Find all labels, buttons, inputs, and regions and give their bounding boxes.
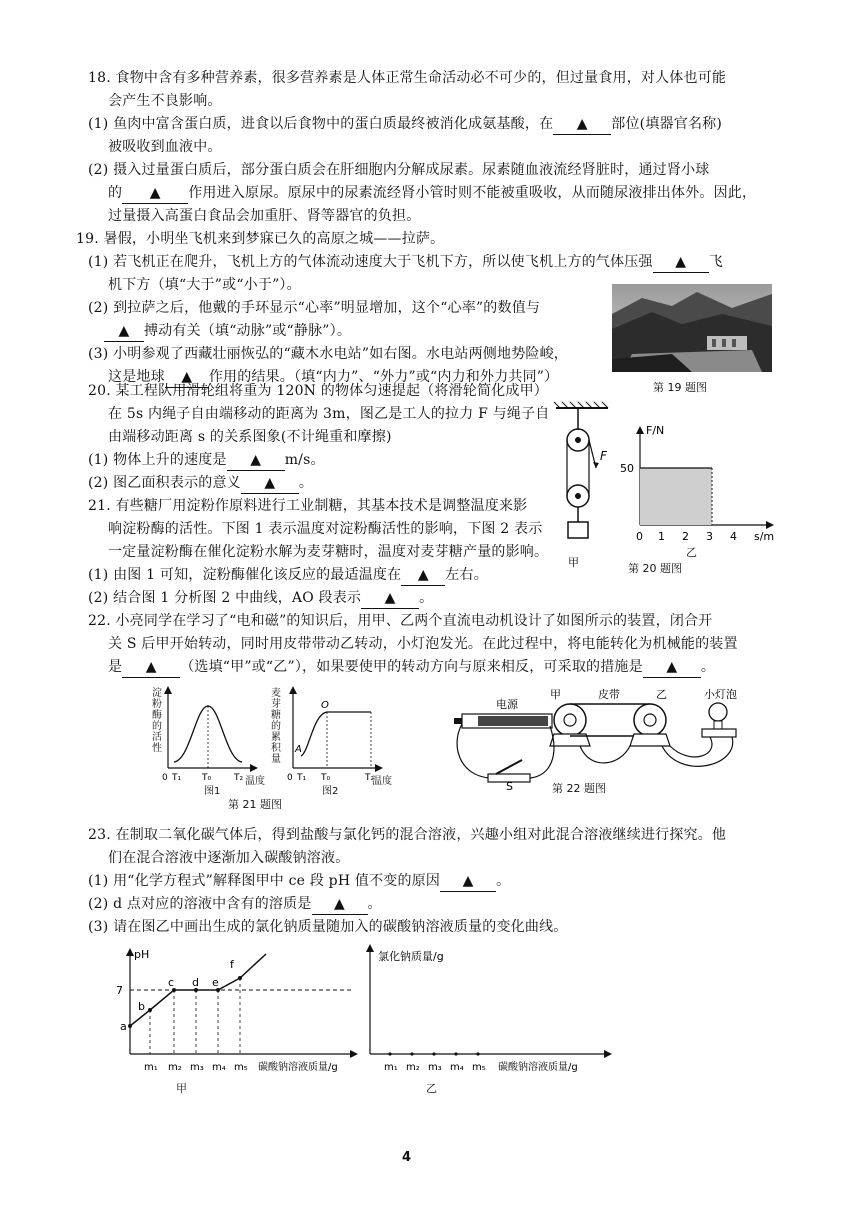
q21-line-5: (2) 结合图 1 分析图 2 中曲线，AO 段表示 ▲ 。 <box>88 588 433 609</box>
q21-line-1: 21. 有些糖厂用淀粉作原料进行工业制糖，其基本技术是调整温度来影 <box>88 498 528 514</box>
y-tick-50: 50 <box>620 462 634 475</box>
q21-line-3: 一定量淀粉酶在催化淀粉水解为麦芽糖时，温度对麦芽糖产量的影响。 <box>108 544 549 560</box>
point-o: O <box>321 700 329 711</box>
q19-line-5: ▲ 搏动有关（填“动脉”或“静脉”）。 <box>104 321 351 342</box>
q20-line-2: 在 5s 内绳子自由端移动的距离为 3m，图乙是工人的拉力 F 与绳子自 <box>108 406 550 422</box>
fig1-tick-0: 0 <box>162 773 168 783</box>
yi-x-label: 碳酸钠溶液质量/g <box>498 1062 578 1073</box>
nacl-chart[interactable] <box>356 944 616 1078</box>
fig1-tick-t2: T₂ <box>234 773 244 783</box>
label-jia: 甲 <box>550 688 561 701</box>
fig2-y-label: 麦芽糖的累积量 <box>271 688 281 765</box>
q23-line-1: 23. 在制取二氧化碳气体后，得到盐酸与氯化钙的混合溶液，兴趣小组对此混合溶液继续进行探究。他 <box>88 827 727 843</box>
page-number: 4 <box>402 1150 412 1165</box>
yi-fig-label: 乙 <box>426 1082 437 1095</box>
q22-line-3: 是 ▲ （选填“甲”或“乙”），如果要使甲的转动方向与原来相反，可采取的措施是 ▲ 。 <box>108 657 715 678</box>
ph-axis-label: pH <box>134 948 150 961</box>
answer-blank[interactable]: ▲ <box>241 473 299 494</box>
x-tick-0: 0 <box>636 530 643 543</box>
answer-blank[interactable]: ▲ <box>361 588 419 609</box>
nacl-axis-label: 氯化钠质量/g <box>378 950 444 963</box>
q23-line-5: (3) 请在图乙中画出生成的氯化钠质量随加入的碳酸钠溶液质量的变化曲线。 <box>88 919 568 935</box>
maltose-curve <box>301 712 371 756</box>
q19-line-1: 19. 暑假，小明坐飞机来到梦寐已久的高原之城——拉萨。 <box>76 231 445 247</box>
jia-fig-label: 甲 <box>176 1082 187 1095</box>
answer-blank[interactable]: ▲ <box>643 657 701 678</box>
q21-line-4: (1) 由图 1 可知，淀粉酶催化该反应的最适温度在 ▲ 左右。 <box>88 565 488 586</box>
point-b: b <box>138 1000 145 1013</box>
x-tick-4: 4 <box>730 530 737 543</box>
label-bulb: 小灯泡 <box>704 688 737 701</box>
answer-blank[interactable]: ▲ <box>122 183 188 204</box>
answer-blank[interactable]: ▲ <box>401 565 445 586</box>
q22-caption: 第 22 题图 <box>552 782 606 795</box>
fig2-name: 图2 <box>322 786 339 797</box>
label-s: S <box>506 780 513 791</box>
fig2-x-label: 温度 <box>372 776 392 787</box>
ph-seven: 7 <box>116 984 123 997</box>
q19-line-4: (2) 到拉萨之后，他戴的手环显示“心率”明显增加，这个“心率”的数值与 <box>88 300 541 316</box>
fig2-tick-t1: T₁ <box>297 773 307 783</box>
bulb <box>709 703 727 721</box>
force-label: F <box>600 449 607 463</box>
yi-tick-m3: m₃ <box>428 1062 442 1073</box>
y-axis-label: F/N <box>646 424 665 437</box>
point-c: c <box>168 976 175 989</box>
q18-line-1: 18. 食物中含有多种营养素，很多营养素是人体正常生命活动必不可少的，但过量食用，对人体也可能 <box>88 70 727 86</box>
answer-blank[interactable]: ▲ <box>227 450 285 471</box>
answer-blank[interactable]: ▲ <box>653 252 709 273</box>
q19-caption: 第 19 题图 <box>653 381 707 394</box>
ph-chart <box>112 948 362 1078</box>
answer-blank[interactable]: ▲ <box>553 114 611 135</box>
q18-line-7: 过量摄入高蛋白食品会加重肝、肾等器官的负担。 <box>108 208 421 224</box>
x-axis-label: s/m <box>754 530 775 543</box>
yi-tick-m4: m₄ <box>450 1062 464 1073</box>
q19-line-6: (3) 小明参观了西藏壮丽恢弘的“藏木水电站”如右图。水电站两侧地势险峻， <box>88 346 568 362</box>
q23-line-2: 们在混合溶液中逐渐加入碳酸钠溶液。 <box>108 850 350 866</box>
jia-x-label: 碳酸钠溶液质量/g <box>258 1062 338 1073</box>
q19-line-2: (1) 若飞机正在爬升，飞机上方的气体流动速度大于飞机下方，所以使飞机上方的气体压强 ▲ 飞 <box>88 252 723 273</box>
hydropower-station-photo <box>612 284 772 372</box>
fig2-tick-0: 0 <box>287 773 293 783</box>
yi-tick-m5: m₅ <box>472 1062 486 1073</box>
enzyme-activity-chart <box>150 686 260 786</box>
q22-line-1: 22. 小亮同学在学习了“电和磁”的知识后，用甲、乙两个直流电动机设计了如图所示的装置，闭合开 <box>88 613 713 629</box>
q18-line-2: 会产生不良影响。 <box>108 93 222 109</box>
q20-caption: 第 20 题图 <box>628 562 682 575</box>
q20-line-5: (2) 图乙面积表示的意义 ▲ 。 <box>88 473 313 494</box>
q18-line-4: 被吸收到血液中。 <box>108 139 222 155</box>
yi-tick-m1: m₁ <box>384 1062 398 1073</box>
work-area <box>640 468 712 525</box>
jia-tick-m3: m₃ <box>190 1062 204 1073</box>
q21-line-2: 响淀粉酶的活性。下图 1 表示温度对淀粉酶活性的影响，下图 2 表示 <box>108 521 543 537</box>
answer-blank[interactable]: ▲ <box>440 871 496 892</box>
fig1-tick-t1: T₁ <box>172 773 182 783</box>
fig-jia-label: 甲 <box>568 556 579 569</box>
motor-circuit-figure <box>450 686 780 791</box>
point-a: a <box>120 1020 127 1033</box>
fig2-tick-t0: T₀ <box>321 773 331 783</box>
answer-blank[interactable]: ▲ <box>122 657 180 678</box>
force-distance-graph <box>618 420 788 550</box>
q18-line-6: 的 ▲ 作用进入原尿。原尿中的尿素流经肾小管时则不能被重吸收，从而随尿液排出体外。因此， <box>108 183 756 204</box>
point-d: d <box>192 976 199 989</box>
answer-blank[interactable]: ▲ <box>312 894 368 915</box>
x-tick-1: 1 <box>658 530 665 543</box>
fig1-tick-t0: T₀ <box>202 773 212 783</box>
x-tick-3: 3 <box>706 530 713 543</box>
q20-line-1: 20. 某工程队用滑轮组将重为 120N 的物体匀速提起（将滑轮简化成甲） <box>88 383 548 399</box>
fig2-tick-t2: T₂ <box>365 773 375 783</box>
q20-line-4: (1) 物体上升的速度是 ▲ m/s。 <box>88 450 325 471</box>
jia-tick-m1: m₁ <box>144 1062 158 1073</box>
answer-blank[interactable]: ▲ <box>104 321 144 342</box>
q18-line-5: (2) 摄入过量蛋白质后，部分蛋白质会在肝细胞内分解成尿素。尿素随血液流经肾脏时，通过肾小球 <box>88 162 710 178</box>
label-yi: 乙 <box>656 688 667 701</box>
q20-line-3: 由端移动距离 s 的关系图象(不计绳重和摩擦) <box>108 429 392 445</box>
q19-line-7: 这是地球 ▲ 作用的结果。（填“内力”、“外力”或“内力和外力共同”） <box>108 367 558 388</box>
fig-yi-label: 乙 <box>686 546 697 559</box>
jia-tick-m4: m₄ <box>212 1062 226 1073</box>
point-f: f <box>230 958 234 971</box>
yi-tick-m2: m₂ <box>406 1062 420 1073</box>
fig1-x-label: 温度 <box>245 776 265 787</box>
answer-blank[interactable]: ▲ <box>165 367 209 388</box>
label-belt: 皮带 <box>598 688 620 701</box>
q19-line-3: 机下方（填“大于”或“小于”）。 <box>108 277 301 293</box>
q23-line-4: (2) d 点对应的溶液中含有的溶质是 ▲ 。 <box>88 894 382 915</box>
jia-tick-m2: m₂ <box>168 1062 182 1073</box>
x-tick-2: 2 <box>682 530 689 543</box>
label-power: 电源 <box>496 698 518 711</box>
point-e: e <box>212 976 219 989</box>
fig1-name: 图1 <box>204 786 221 797</box>
pulley-system-figure <box>548 400 628 570</box>
jia-tick-m5: m₅ <box>234 1062 248 1073</box>
point-a: A <box>295 744 302 755</box>
q22-line-2: 关 S 后甲开始转动，同时用皮带带动乙转动，小灯泡发光。在此过程中，将电能转化为机械能的装置 <box>108 636 738 652</box>
maltose-accumulation-chart <box>275 686 385 786</box>
fig1-y-label: 淀粉酶的活性 <box>152 688 162 754</box>
q21-caption: 第 21 题图 <box>228 798 282 811</box>
q23-line-3: (1) 用“化学方程式”解释图甲中 ce 段 pH 值不变的原因 ▲ 。 <box>88 871 510 892</box>
q18-line-3: (1) 鱼肉中富含蛋白质，进食以后食物中的蛋白质最终被消化成氨基酸，在 ▲ 部位(填器官名称) <box>88 114 722 135</box>
